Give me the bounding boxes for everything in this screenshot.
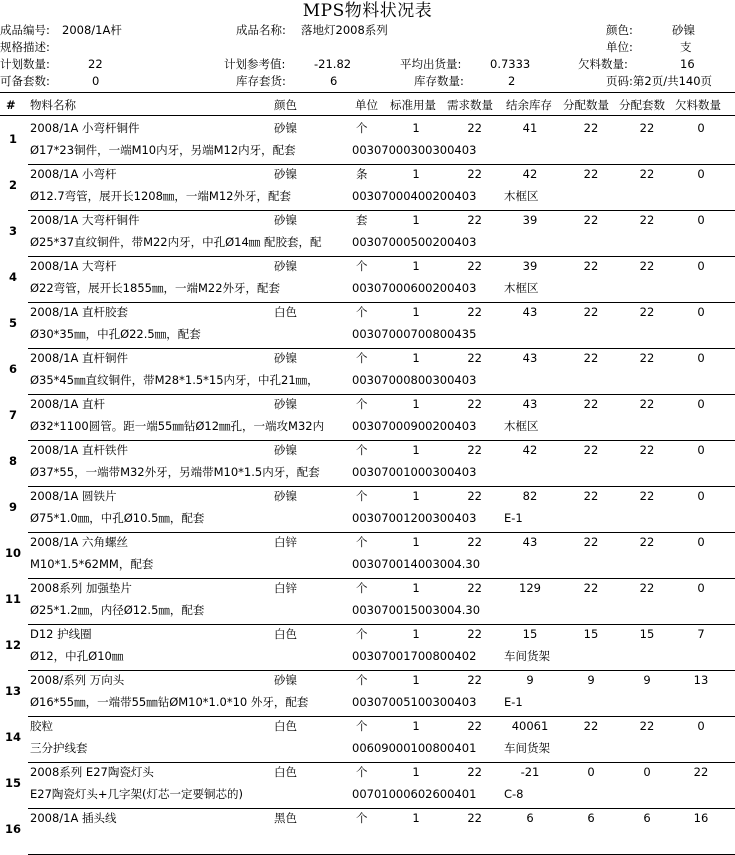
avg-ship-value: 0.7333: [490, 57, 531, 71]
std-usage: 1: [412, 121, 420, 135]
material-color: 砂镍: [274, 397, 297, 411]
stock-sets-label: 库存套货:: [236, 74, 286, 88]
material-unit: 个: [356, 627, 368, 641]
material-unit: 个: [356, 719, 368, 733]
table-row: [0, 670, 735, 716]
material-name: 2008/1A 直杆铁件: [30, 443, 128, 457]
alloc-qty: 22: [583, 489, 599, 503]
material-name: 2008/1A 直杆胶套: [30, 305, 128, 319]
balance-stock: 42: [522, 167, 538, 181]
balance-stock: 43: [522, 305, 538, 319]
material-unit: 条: [356, 167, 368, 181]
material-description: E27陶瓷灯头+几字架(灯芯一定要铜芯的): [30, 787, 244, 801]
material-name: 2008/1A 小弯杆铜件: [30, 121, 140, 135]
alloc-qty: 0: [587, 765, 595, 779]
balance-stock: 43: [522, 397, 538, 411]
material-unit: 个: [356, 489, 368, 503]
demand-qty: 22: [467, 121, 482, 135]
alloc-qty: 22: [583, 121, 599, 135]
alloc-sets: 22: [639, 351, 655, 365]
col-header-color: 颜色: [274, 98, 297, 112]
material-color: 砂镍: [274, 673, 297, 687]
material-color: 砂镍: [274, 351, 297, 365]
stock-qty-label: 库存数量:: [414, 74, 464, 88]
row-number: 12: [4, 638, 21, 652]
shortage-qty: 0: [697, 167, 705, 181]
balance-stock: 39: [522, 259, 538, 273]
material-description: Ø32*1100圆管。距一端55㎜钻Ø12㎜孔，一端攻M32内: [30, 419, 325, 433]
material-unit: 个: [356, 397, 368, 411]
product-name-label: 成品名称:: [236, 23, 286, 37]
material-unit: 个: [356, 811, 368, 825]
std-usage: 1: [412, 673, 420, 687]
alloc-qty: 22: [583, 351, 599, 365]
demand-qty: 22: [467, 259, 482, 273]
material-name: 2008/1A 圆铁片: [30, 489, 117, 503]
alloc-sets: 15: [639, 627, 655, 641]
header-divider-bottom: [0, 115, 735, 116]
material-unit: 个: [356, 121, 368, 135]
alloc-sets: 22: [639, 489, 655, 503]
col-header-name: 物料名称: [30, 98, 76, 112]
demand-qty: 22: [467, 719, 482, 733]
alloc-qty: 22: [583, 259, 599, 273]
col-header-balance: 结余库存: [506, 98, 552, 112]
std-usage: 1: [412, 719, 420, 733]
shortage-qty: 0: [697, 121, 705, 135]
alloc-qty: 22: [583, 305, 599, 319]
column-header-row: [0, 96, 735, 114]
material-code: 003070014003004.30: [352, 557, 481, 571]
alloc-sets: 0: [643, 765, 651, 779]
material-color: 白锌: [274, 581, 297, 595]
material-description: Ø35*45㎜直纹铜件，带M28*1.5*15内牙，中孔21㎜，: [30, 373, 319, 387]
alloc-sets: 22: [639, 167, 655, 181]
row-number: 5: [8, 316, 17, 330]
alloc-sets: 22: [639, 719, 655, 733]
row-number: 15: [4, 776, 21, 790]
table-row: [0, 256, 735, 302]
row-number: 3: [8, 224, 17, 238]
material-code: 00307000600200403: [352, 281, 477, 295]
std-usage: 1: [412, 535, 420, 549]
std-usage: 1: [412, 581, 420, 595]
material-code: 00307000800300403: [352, 373, 477, 387]
alloc-sets: 22: [639, 121, 655, 135]
material-code: 00307000700800435: [352, 327, 477, 341]
material-color: 白色: [274, 627, 297, 641]
material-color: 白色: [274, 719, 297, 733]
shortage-qty: 0: [697, 489, 705, 503]
material-color: 黑色: [274, 811, 297, 825]
material-description: Ø16*55㎜，一端带55㎜钻ØM10*1.0*10 外牙，配套: [30, 695, 309, 709]
row-number: 4: [8, 270, 17, 284]
alloc-sets: 9: [643, 673, 651, 687]
shortage-qty: 0: [697, 719, 705, 733]
table-row: [0, 578, 735, 624]
std-usage: 1: [412, 811, 420, 825]
material-code: 00307000400200403: [352, 189, 477, 203]
material-name: 2008系列 E27陶瓷灯头: [30, 765, 154, 779]
balance-stock: 6: [526, 811, 534, 825]
alloc-qty: 22: [583, 397, 599, 411]
material-unit: 个: [356, 351, 368, 365]
demand-qty: 22: [467, 213, 482, 227]
alloc-sets: 22: [639, 443, 655, 457]
material-unit: 个: [356, 581, 368, 595]
unit-label: 单位:: [606, 40, 633, 54]
storage-location: 木框区: [504, 189, 539, 203]
table-row: [0, 486, 735, 532]
shortage-value: 16: [680, 57, 695, 71]
plan-qty-label: 计划数量:: [0, 57, 50, 71]
stock-sets-value: 6: [330, 74, 338, 88]
table-row: [0, 440, 735, 486]
row-number: 8: [8, 454, 17, 468]
table-row: [0, 118, 735, 164]
material-color: 白锌: [274, 535, 297, 549]
table-row: [0, 532, 735, 578]
header-divider-top: [0, 92, 735, 93]
material-description: M10*1.5*62MM，配套: [30, 557, 154, 571]
demand-qty: 22: [467, 167, 482, 181]
avg-ship-label: 平均出货量:: [400, 57, 462, 71]
material-color: 白色: [274, 305, 297, 319]
row-number: 6: [8, 362, 17, 376]
shortage-qty: 0: [697, 535, 705, 549]
demand-qty: 22: [467, 489, 482, 503]
table-row: [0, 394, 735, 440]
material-name: 2008/1A 直杆铜件: [30, 351, 128, 365]
material-name: 2008/1A 直杆: [30, 397, 105, 411]
storage-location: 木框区: [504, 419, 539, 433]
storage-location: 木框区: [504, 281, 539, 295]
demand-qty: 22: [467, 627, 482, 641]
alloc-sets: 6: [643, 811, 651, 825]
demand-qty: 22: [467, 351, 482, 365]
material-code: 00307000500200403: [352, 235, 477, 249]
material-color: 砂镍: [274, 443, 297, 457]
balance-stock: 41: [522, 121, 538, 135]
demand-qty: 22: [467, 535, 482, 549]
demand-qty: 22: [467, 305, 482, 319]
material-unit: 个: [356, 305, 368, 319]
material-code: 00701000602600401: [352, 787, 477, 801]
product-code-value: 2008/1A杆: [62, 23, 122, 37]
material-description: Ø22弯管，展开长1855㎜，一端M22外牙，配套: [30, 281, 281, 295]
balance-stock: 82: [522, 489, 538, 503]
std-usage: 1: [412, 627, 420, 641]
demand-qty: 22: [467, 581, 482, 595]
avail-sets-label: 可备套数:: [0, 74, 50, 88]
demand-qty: 22: [467, 765, 482, 779]
color-label: 颜色:: [606, 23, 633, 37]
material-unit: 个: [356, 535, 368, 549]
material-color: 白色: [274, 765, 297, 779]
material-color: 砂镍: [274, 259, 297, 273]
shortage-qty: 0: [697, 351, 705, 365]
std-usage: 1: [412, 489, 420, 503]
row-number: 13: [4, 684, 21, 698]
row-number: 2: [8, 178, 17, 192]
material-code: 00307000900200403: [352, 419, 477, 433]
shortage-qty: 0: [697, 213, 705, 227]
material-description: Ø25*1.2㎜，内径Ø12.5㎜，配套: [30, 603, 205, 617]
std-usage: 1: [412, 259, 420, 273]
balance-stock: -21: [520, 765, 540, 779]
balance-stock: 39: [522, 213, 538, 227]
material-code: 00307001000300403: [352, 465, 477, 479]
col-header-no: #: [6, 98, 16, 112]
table-row: [0, 716, 735, 762]
table-row: [0, 348, 735, 394]
balance-stock: 9: [526, 673, 534, 687]
std-usage: 1: [412, 351, 420, 365]
material-unit: 个: [356, 443, 368, 457]
material-unit: 套: [356, 213, 368, 227]
alloc-qty: 22: [583, 443, 599, 457]
std-usage: 1: [412, 765, 420, 779]
alloc-qty: 22: [583, 167, 599, 181]
alloc-qty: 22: [583, 535, 599, 549]
table-row: [0, 210, 735, 256]
balance-stock: 15: [522, 627, 538, 641]
alloc-sets: 22: [639, 213, 655, 227]
material-code: 00307001200300403: [352, 511, 477, 525]
material-description: Ø37*55，一端带M32外牙，另端带M10*1.5内牙，配套: [30, 465, 320, 479]
storage-location: 车间货架: [504, 741, 550, 755]
shortage-label: 欠料数量:: [578, 57, 628, 71]
material-name: 2008/1A 六角螺丝: [30, 535, 128, 549]
material-name: 2008/1A 大弯杆铜件: [30, 213, 140, 227]
shortage-qty: 0: [697, 443, 705, 457]
col-header-demand: 需求数量: [447, 98, 493, 112]
stock-qty-value: 2: [508, 74, 516, 88]
report-title: MPS物料状况表: [302, 1, 433, 21]
material-name: 胶粒: [30, 719, 53, 733]
material-description: Ø17*23铜件，一端M10内牙，另端M12内牙，配套: [30, 143, 296, 157]
material-description: Ø30*35㎜，中孔Ø22.5㎜，配套: [30, 327, 201, 341]
alloc-qty: 22: [583, 719, 599, 733]
balance-stock: 42: [522, 443, 538, 457]
page-indicator: 页码:第2页/共140页: [606, 74, 713, 88]
alloc-qty: 15: [583, 627, 599, 641]
balance-stock: 43: [522, 535, 538, 549]
material-name: 2008/系列 万向头: [30, 673, 125, 687]
demand-qty: 22: [467, 443, 482, 457]
material-name: 2008/1A 插头线: [30, 811, 117, 825]
row-number: 14: [4, 730, 21, 744]
material-code: 003070015003004.30: [352, 603, 481, 617]
table-row: [0, 624, 735, 670]
col-header-shortage: 欠料数量: [675, 98, 721, 112]
shortage-qty: 0: [697, 581, 705, 595]
alloc-sets: 22: [639, 397, 655, 411]
material-unit: 个: [356, 259, 368, 273]
col-header-std: 标准用量: [390, 98, 436, 112]
row-number: 10: [4, 546, 21, 560]
demand-qty: 22: [467, 673, 482, 687]
table-row: [0, 762, 735, 808]
material-description: Ø12.7弯管，展开长1208㎜，一端M12外牙，配套: [30, 189, 291, 203]
product-code-label: 成品编号:: [0, 23, 50, 37]
plan-ref-label: 计划参考值:: [224, 57, 286, 71]
storage-location: E-1: [504, 511, 523, 525]
shortage-qty: 22: [693, 765, 709, 779]
std-usage: 1: [412, 443, 420, 457]
col-header-alloc-sets: 分配套数: [619, 98, 665, 112]
demand-qty: 22: [467, 811, 482, 825]
alloc-sets: 22: [639, 581, 655, 595]
material-name: D12 护线圈: [30, 627, 92, 641]
table-row: [0, 302, 735, 348]
storage-location: 车间货架: [504, 649, 550, 663]
color-value: 砂镍: [672, 23, 695, 37]
balance-stock: 129: [519, 581, 541, 595]
alloc-sets: 22: [639, 259, 655, 273]
material-color: 砂镍: [274, 167, 297, 181]
avail-sets-value: 0: [92, 74, 100, 88]
material-code: 00307000300300403: [352, 143, 477, 157]
material-name: 2008系列 加强垫片: [30, 581, 132, 595]
shortage-qty: 0: [697, 305, 705, 319]
row-number: 9: [8, 500, 17, 514]
shortage-qty: 13: [693, 673, 709, 687]
storage-location: C-8: [504, 787, 524, 801]
material-description: Ø75*1.0㎜，中孔Ø10.5㎜，配套: [30, 511, 205, 525]
std-usage: 1: [412, 167, 420, 181]
std-usage: 1: [412, 397, 420, 411]
material-code: 00307005100300403: [352, 695, 477, 709]
material-name: 2008/1A 大弯杆: [30, 259, 117, 273]
alloc-sets: 22: [639, 305, 655, 319]
storage-location: E-1: [504, 695, 523, 709]
material-color: 砂镍: [274, 213, 297, 227]
shortage-qty: 0: [697, 397, 705, 411]
row-number: 1: [8, 132, 17, 146]
demand-qty: 22: [467, 397, 482, 411]
alloc-qty: 9: [587, 673, 595, 687]
shortage-qty: 7: [697, 627, 705, 641]
shortage-qty: 16: [693, 811, 709, 825]
row-number: 11: [4, 592, 21, 606]
col-header-unit: 单位: [355, 98, 378, 112]
row-number: 16: [4, 822, 21, 836]
product-name-value: 落地灯2008系列: [301, 23, 388, 37]
shortage-qty: 0: [697, 259, 705, 273]
unit-value: 支: [680, 40, 692, 54]
table-row: [0, 164, 735, 210]
std-usage: 1: [412, 305, 420, 319]
material-color: 砂镍: [274, 121, 297, 135]
plan-qty-value: 22: [88, 57, 103, 71]
material-code: 00307001700800402: [352, 649, 477, 663]
material-description: Ø12，中孔Ø10㎜: [30, 649, 124, 663]
plan-ref-value: -21.82: [314, 57, 352, 71]
row-number: 7: [8, 408, 17, 422]
balance-stock: 40061: [511, 719, 549, 733]
spec-label: 规格描述:: [0, 40, 50, 54]
alloc-qty: 6: [587, 811, 595, 825]
material-description: Ø25*37直纹铜件，带M22内牙，中孔Ø14㎜ 配胶套，配: [30, 235, 322, 249]
balance-stock: 43: [522, 351, 538, 365]
material-color: 砂镍: [274, 489, 297, 503]
std-usage: 1: [412, 213, 420, 227]
alloc-sets: 22: [639, 535, 655, 549]
alloc-qty: 22: [583, 213, 599, 227]
table-row: [0, 808, 735, 854]
material-unit: 个: [356, 673, 368, 687]
material-unit: 个: [356, 765, 368, 779]
material-name: 2008/1A 小弯杆: [30, 167, 117, 181]
material-description: 三分护线套: [30, 741, 88, 755]
material-code: 00609000100800401: [352, 741, 477, 755]
col-header-alloc-qty: 分配数量: [563, 98, 609, 112]
alloc-qty: 22: [583, 581, 599, 595]
